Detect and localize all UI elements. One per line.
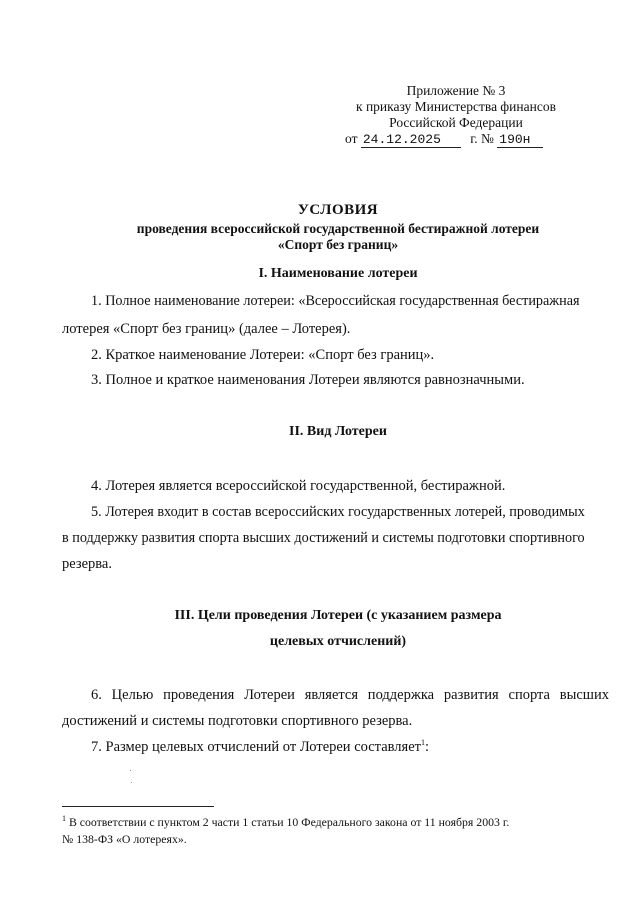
section-3-heading-line-2: целевых отчислений) <box>269 634 407 649</box>
section-2-heading: II. Вид Лотереи <box>289 424 387 439</box>
document-title: УСЛОВИЯ <box>297 202 379 218</box>
number-prefix: г. № <box>470 131 494 146</box>
number-value: 190н <box>497 132 543 148</box>
paragraph-5-line-3: резерва. <box>62 556 112 572</box>
title-subline-2: «Спорт без границ» <box>277 237 399 252</box>
footnote-line-2: № 138-ФЗ «О лотереях». <box>62 832 187 846</box>
footnote-mark: 1 <box>62 814 66 824</box>
date-number-line <box>345 131 543 148</box>
paragraph-7-colon: : <box>424 739 429 755</box>
footnote-separator <box>62 806 214 807</box>
paragraph-4: 4. Лотерея является всероссийской государственной, бестиражной. <box>91 478 506 494</box>
paragraph-7-text: 7. Размер целевых отчислений от Лотереи составляет <box>91 739 421 755</box>
federation-line: Российской Федерации <box>389 115 523 130</box>
paragraph-7 <box>91 738 429 756</box>
title-subline-1: проведения всероссийской государственной бестиражной лотереи <box>136 221 540 236</box>
paragraph-5-line-2: в поддержку развития спорта высших достижений и системы подготовки спортивного <box>62 530 585 546</box>
footnote-line-1 <box>62 815 509 830</box>
paragraph-2: 2. Краткое наименование Лотереи: «Спорт без границ». <box>91 347 435 363</box>
paragraph-6-line-2: достижений и системы подготовки спортивного резерва. <box>62 713 413 729</box>
date-value: 24.12.2025 <box>361 132 461 148</box>
paragraph-1-line-1: 1. Полное наименование лотереи: «Всероссийская государственная бестиражная <box>91 293 580 309</box>
section-3-heading-line-1: III. Цели проведения Лотереи (с указанием размера <box>174 608 502 623</box>
date-prefix: от <box>345 131 358 146</box>
footnote-text-1: В соответствии с пунктом 2 части 1 статьи 10 Федерального закона от 11 ноября 2003 г. <box>66 815 510 829</box>
paragraph-6-line-1: 6. Целью проведения Лотереи является поддержка развития спорта высших <box>91 687 609 703</box>
scan-speck <box>131 782 132 783</box>
footnote-ref-mark: 1 <box>420 738 425 748</box>
scan-speck <box>130 770 131 771</box>
section-1-heading: I. Наименование лотереи <box>258 266 418 281</box>
order-line: к приказу Министерства финансов <box>356 99 556 114</box>
paragraph-1-line-2: лотерея «Спорт без границ» (далее – Лотерея). <box>62 321 351 337</box>
paragraph-3: 3. Полное и краткое наименования Лотереи являются равнозначными. <box>91 372 525 388</box>
appendix-number: Приложение № 3 <box>406 83 506 98</box>
paragraph-5-line-1: 5. Лотерея входит в состав всероссийских государственных лотерей, проводимых <box>91 504 585 520</box>
